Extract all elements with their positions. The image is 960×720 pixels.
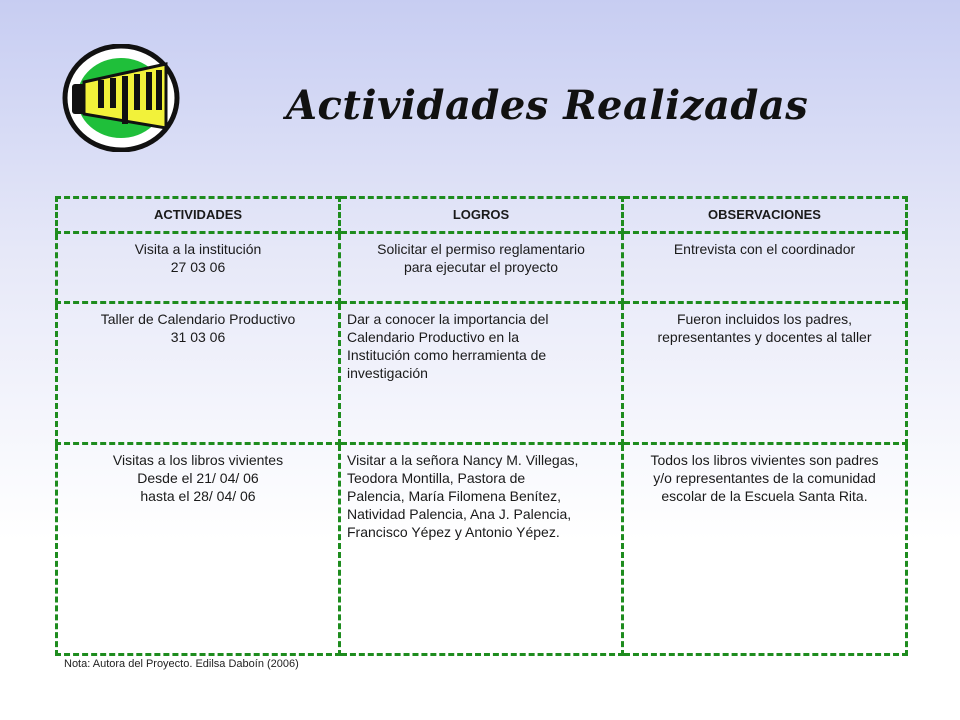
observacion-cell — [623, 303, 907, 444]
cell-text: Visitas a los libros vivientes — [112, 452, 284, 468]
table-row — [57, 233, 907, 303]
actividad-cell — [57, 233, 340, 303]
header-actividades: ACTIVIDADES — [57, 198, 340, 233]
cell-text: Entrevista con el coordinador — [673, 241, 856, 257]
page-title: Actividades Realizadas — [286, 82, 809, 129]
cell-text: Solicitar el permiso reglamentario — [377, 241, 585, 257]
activities-table-container — [55, 196, 905, 656]
cell-text: Institución como herramienta de — [347, 347, 547, 363]
observacion-cell — [623, 233, 907, 303]
cell-text: escolar de la Escuela Santa Rita. — [661, 488, 868, 504]
cell-text: Teodora Montilla, Pastora de — [347, 470, 526, 486]
cell-text: y/o representantes de la comunidad — [653, 470, 876, 486]
table-row — [57, 303, 907, 444]
cell-date: 31 03 06 — [170, 329, 226, 345]
cell-text: para ejecutar el proyecto — [403, 259, 559, 275]
cell-date: Desde el 21/ 04/ 06 — [137, 470, 259, 486]
observacion-cell — [623, 444, 907, 655]
cell-text: Visita a la institución — [134, 241, 262, 257]
table-header-row — [57, 198, 907, 233]
cell-text: investigación — [347, 365, 428, 381]
logro-cell — [340, 233, 623, 303]
cell-date: hasta el 28/ 04/ 06 — [140, 488, 256, 504]
logro-cell — [340, 444, 623, 655]
activities-table — [55, 196, 908, 656]
header-observaciones: OBSERVACIONES — [623, 198, 907, 233]
cell-text: Visitar a la señora Nancy M. Villegas, — [347, 452, 579, 468]
cell-text: Francisco Yépez y Antonio Yépez. — [347, 524, 560, 540]
cell-text: representantes y docentes al taller — [657, 329, 872, 345]
cell-date: 27 03 06 — [170, 259, 226, 275]
cell-text: Dar a conocer la importancia del — [347, 311, 549, 327]
actividad-cell — [57, 303, 340, 444]
cell-text: Palencia, María Filomena Benítez, — [347, 488, 561, 504]
cell-text: Calendario Productivo en la — [347, 329, 519, 345]
mpn-logo — [62, 44, 180, 152]
source-note: Nota: Autora del Proyecto. Edilsa Daboín (2006) — [64, 658, 299, 670]
cell-text: Natividad Palencia, Ana J. Palencia, — [347, 506, 572, 522]
cell-text: Todos los libros vivientes son padres — [650, 452, 879, 468]
logro-cell — [340, 303, 623, 444]
cell-text: Taller de Calendario Productivo — [100, 311, 296, 327]
header-logros: LOGROS — [340, 198, 623, 233]
table-row — [57, 444, 907, 655]
cell-text: Fueron incluidos los padres, — [676, 311, 853, 327]
actividad-cell — [57, 444, 340, 655]
